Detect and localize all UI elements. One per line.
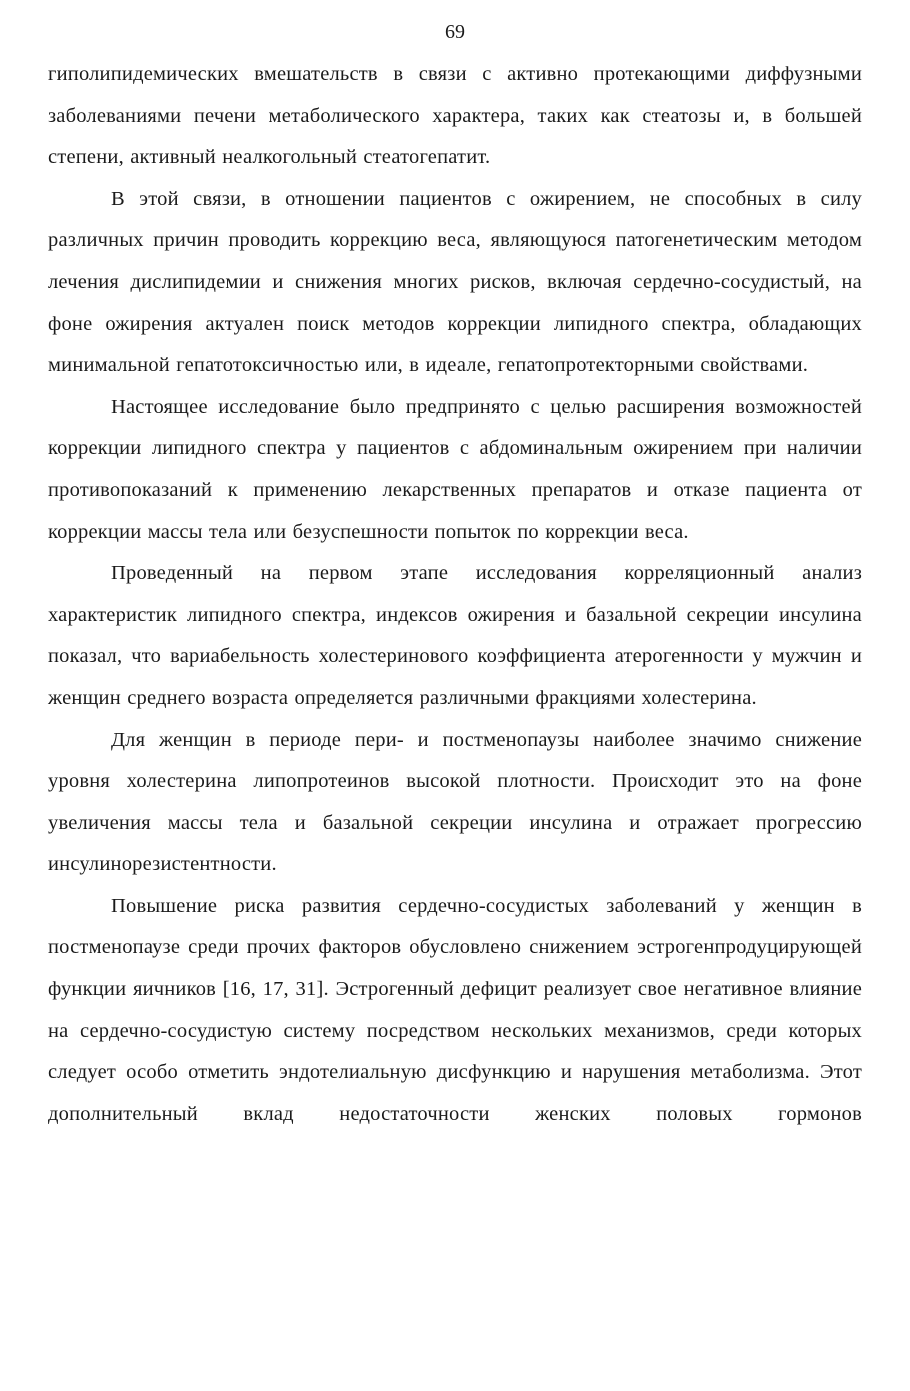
- paragraph: В этой связи, в отношении пациентов с ожирением, не способных в силу различных причин проводить коррекцию веса, являющуюся патогенетическим методом лечения дислипидемии и снижения многих рисков, включая сердечно-сосудистый, на фоне ожирения актуален поиск методов коррекции липидного спектра, обладающих минимальной гепатотоксичностью или, в идеале, гепатопротекторными свойствами.: [48, 187, 862, 377]
- paragraph: Повышение риска развития сердечно-сосудистых заболеваний у женщин в постменопаузе среди прочих факторов обусловлено снижением эстрогенпродуцирующей функции яичников [16, 17, 31]. Эстрогенный дефицит реализует свое негативное влияние на сердечно-сосудистую систему посредством нескольких механизмов, среди которых следует особо отметить эндотелиальную дисфункцию и нарушения метаболизма. Этот дополнительный вклад недостаточности женских половых гормонов: [48, 894, 862, 1125]
- paragraph-continuation: гиполипидемических вмешательств в связи с активно протекающими диффузными заболеваниями печени метаболического характера, таких как стеатозы и, в большей степени, активный неалкогольный стеатогепатит.: [48, 63, 862, 169]
- body-text: [48, 54, 862, 1135]
- paragraph: Настоящее исследование было предпринято с целью расширения возможностей коррекции липидного спектра у пациентов с абдоминальным ожирением при наличии противопоказаний к применению лекарственных препаратов и отказе пациента от коррекции массы тела или безуспешности попыток по коррекции веса.: [48, 395, 862, 543]
- page-number: 69: [445, 21, 465, 43]
- paragraph: Проведенный на первом этапе исследования корреляционный анализ характеристик липидного спектра, индексов ожирения и базальной секреции инсулина показал, что вариабельность холестеринового коэффициента атерогенности у мужчин и женщин среднего возраста определяется различными фракциями холестерина.: [48, 562, 862, 709]
- paragraph: Для женщин в периоде пери- и постменопаузы наиболее значимо снижение уровня холестерина липопротеинов высокой плотности. Происходит это на фоне увеличения массы тела и базальной секреции инсулина и отражает прогрессию инсулинорезистентности.: [48, 728, 862, 876]
